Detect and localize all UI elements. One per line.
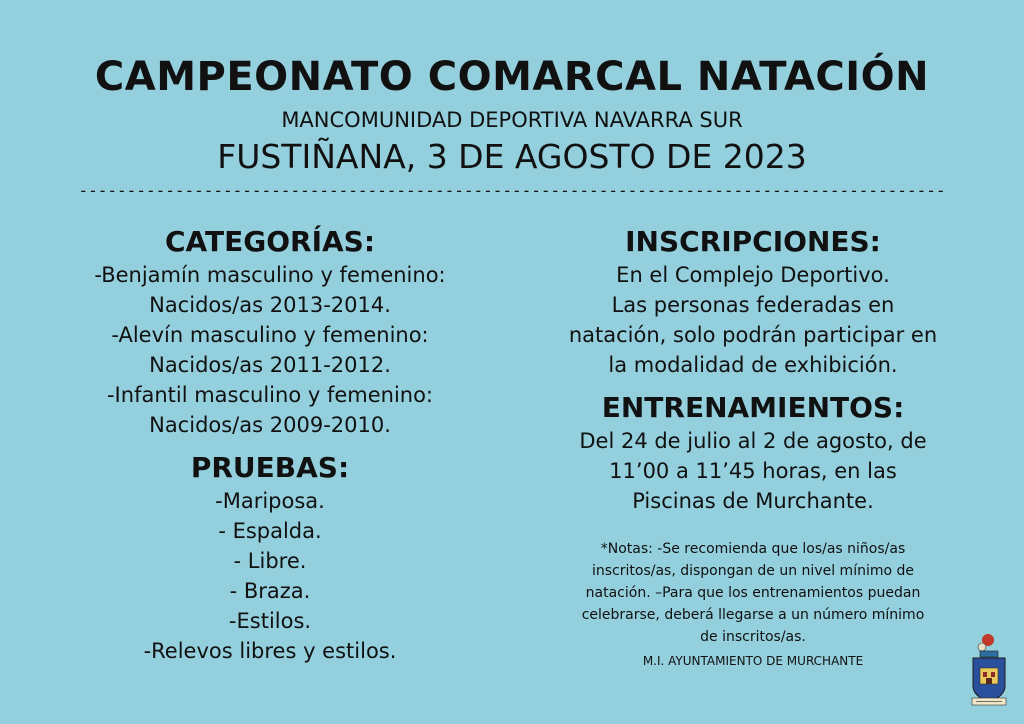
entrenamientos-text <box>520 426 986 516</box>
footer-organizer: M.I. AYUNTAMIENTO DE MURCHANTE <box>642 654 864 668</box>
note-line: inscritos/as, dispongan de un nivel mínimo de <box>591 563 914 579</box>
note-line: natación. –Para que los entrenamientos puedan <box>585 585 921 601</box>
categorias-list <box>40 260 500 440</box>
entrenamiento-line: Piscinas de Murchante. <box>632 489 874 513</box>
categorias-heading: CATEGORÍAS: <box>164 225 376 258</box>
prueba-line: -Mariposa. <box>215 489 325 513</box>
prueba-line: - Braza. <box>229 579 311 603</box>
note-line: de inscritos/as. <box>700 629 806 645</box>
categoria-line: -Benjamín masculino y femenino: <box>94 263 446 287</box>
inscripcion-line: En el Complejo Deportivo. <box>616 263 890 287</box>
entrenamiento-line: Del 24 de julio al 2 de agosto, de <box>579 429 927 453</box>
inscripcion-line: Las personas federadas en <box>611 293 895 317</box>
prueba-line: - Espalda. <box>218 519 322 543</box>
prueba-line: -Relevos libres y estilos. <box>143 639 397 663</box>
inscripcion-line: natación, solo podrán participar en <box>568 323 938 347</box>
municipal-crest-icon <box>966 632 1012 708</box>
poster-subtitle: MANCOMUNIDAD DEPORTIVA NAVARRA SUR <box>281 108 743 132</box>
note-line: celebrarse, deberá llegarse a un número mínimo <box>581 607 925 623</box>
pruebas-heading: PRUEBAS: <box>190 451 350 484</box>
categoria-line: Nacidos/as 2009-2010. <box>149 413 391 437</box>
categoria-line: Nacidos/as 2011-2012. <box>149 353 391 377</box>
entrenamiento-line: 11’00 a 11’45 horas, en las <box>609 459 897 483</box>
inscripciones-text <box>520 260 986 380</box>
categoria-line: -Alevín masculino y femenino: <box>111 323 429 347</box>
left-column <box>40 224 500 666</box>
note-line: *Notas: -Se recomienda que los/as niños/as <box>600 541 906 557</box>
notes-block <box>530 538 976 648</box>
poster-title: CAMPEONATO COMARCAL NATACIÓN <box>94 54 930 100</box>
event-date-location: FUSTIÑANA, 3 DE AGOSTO DE 2023 <box>217 137 807 176</box>
categoria-line: Nacidos/as 2013-2014. <box>149 293 391 317</box>
prueba-line: - Libre. <box>233 549 307 573</box>
entrenamientos-heading: ENTRENAMIENTOS: <box>601 391 905 424</box>
categoria-line: -Infantil masculino y femenino: <box>106 383 434 407</box>
pruebas-list <box>40 486 500 666</box>
dashed-divider: ------------------------------------------------------------------------------------------ <box>78 181 946 200</box>
inscripcion-line: la modalidad de exhibición. <box>608 353 898 377</box>
right-column <box>520 224 986 516</box>
prueba-line: -Estilos. <box>228 609 312 633</box>
inscripciones-heading: INSCRIPCIONES: <box>625 225 881 258</box>
